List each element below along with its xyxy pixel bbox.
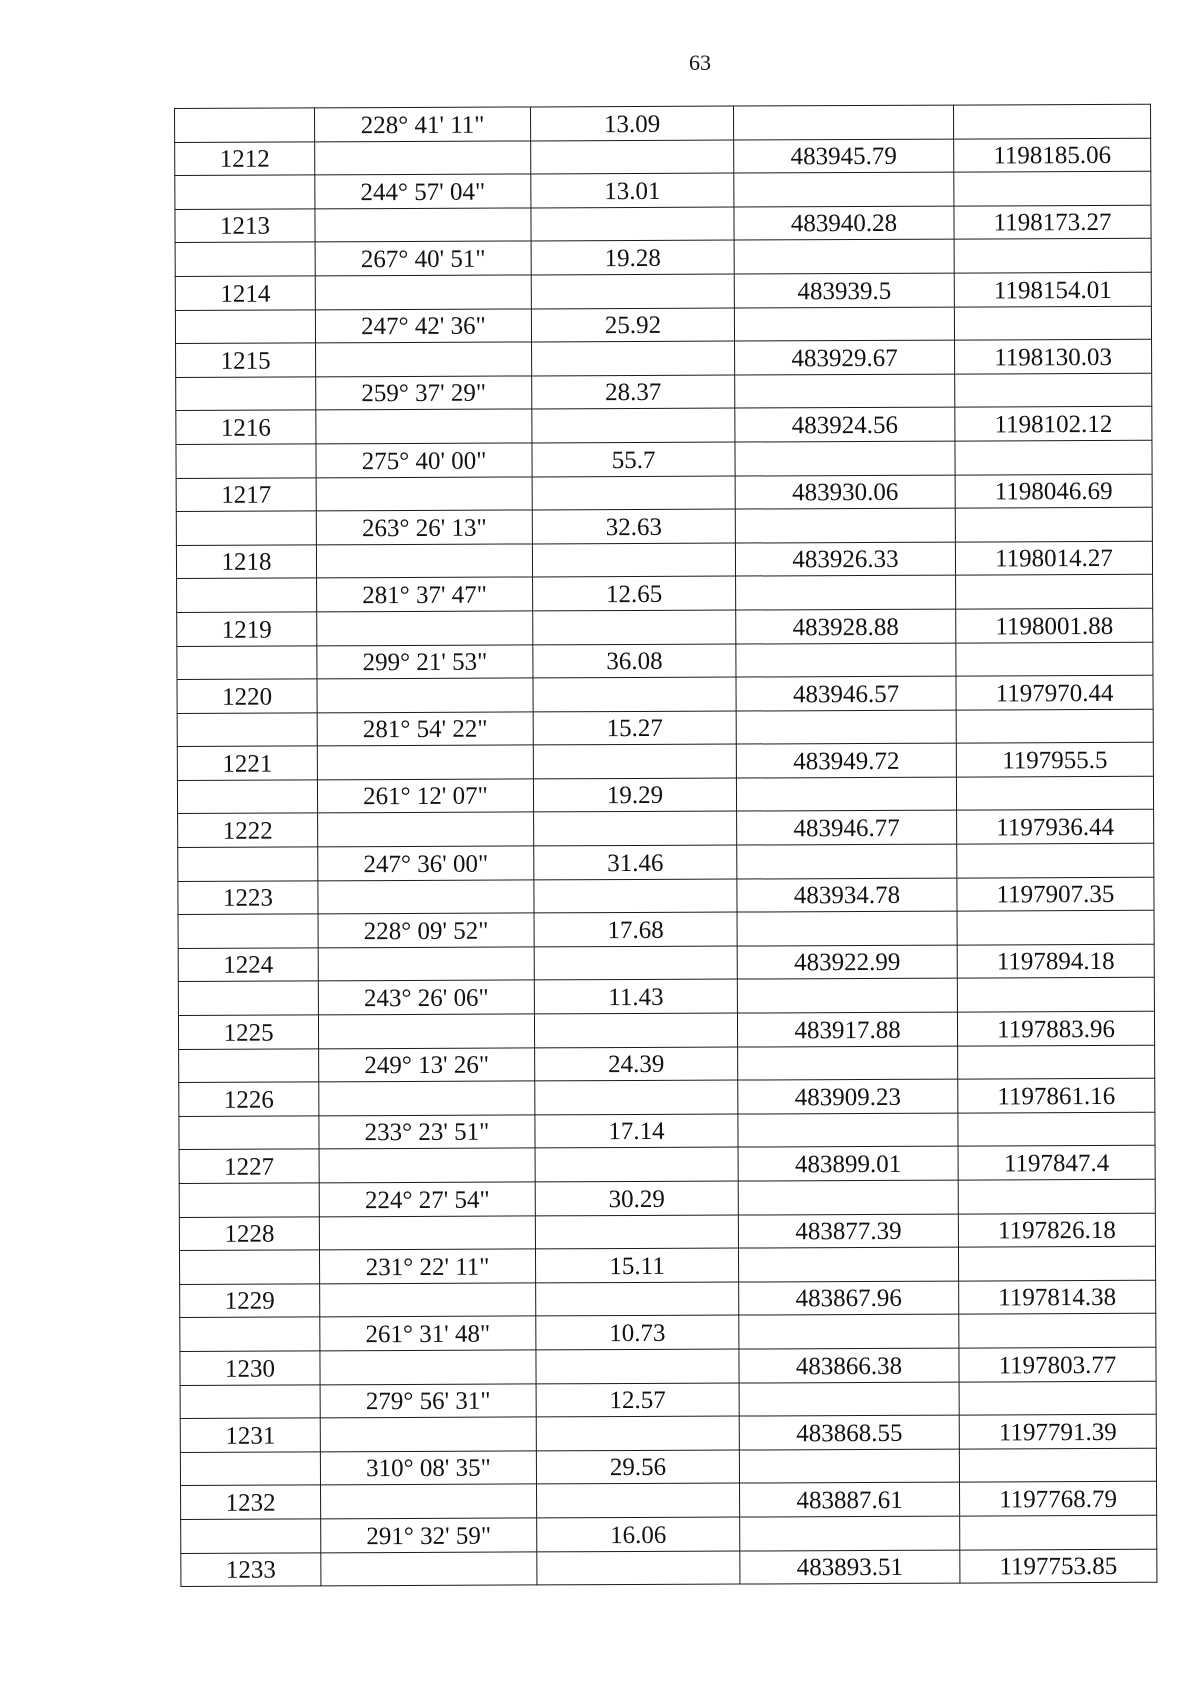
point-row	[180, 1414, 1156, 1452]
easting-cell	[956, 575, 1153, 609]
station-cell	[180, 1384, 320, 1418]
bearing-cell: 228° 41' 11"	[315, 107, 531, 142]
easting-cell: 1197955.5	[956, 743, 1153, 777]
easting-cell: 1197803.77	[959, 1347, 1156, 1381]
station-cell	[176, 444, 316, 478]
easting-cell	[957, 978, 1154, 1012]
distance-cell	[532, 408, 735, 442]
segment-row	[177, 776, 1153, 814]
northing-cell: 483866.38	[739, 1348, 959, 1383]
distance-cell	[537, 1483, 740, 1517]
distance-cell	[535, 1080, 738, 1114]
station-cell	[177, 645, 317, 679]
distance-cell: 12.57	[536, 1383, 739, 1417]
northing-cell	[740, 1516, 960, 1551]
bearing-cell	[317, 611, 533, 646]
distance-cell: 13.01	[531, 173, 734, 207]
bearing-cell: 310° 08' 35"	[320, 1451, 536, 1486]
easting-cell: 1197894.18	[957, 944, 1154, 978]
easting-cell	[958, 1112, 1155, 1146]
station-cell: 1231	[180, 1418, 320, 1452]
easting-cell: 1197768.79	[960, 1482, 1157, 1516]
station-cell: 1216	[176, 410, 316, 444]
station-cell: 1213	[175, 209, 315, 243]
segment-row	[176, 440, 1152, 478]
easting-cell	[956, 709, 1153, 743]
northing-cell: 483899.01	[738, 1146, 958, 1181]
easting-cell: 1197970.44	[956, 675, 1153, 709]
segment-row	[177, 642, 1153, 680]
distance-cell	[531, 274, 734, 308]
bearing-cell	[321, 1484, 537, 1519]
distance-cell	[536, 1416, 739, 1450]
segment-row	[179, 1246, 1155, 1284]
station-cell	[179, 1116, 319, 1150]
station-cell: 1225	[178, 1015, 318, 1049]
distance-cell	[533, 610, 736, 644]
bearing-cell: 261° 31' 48"	[320, 1316, 536, 1351]
segment-row	[181, 1515, 1157, 1553]
northing-cell: 483926.33	[735, 542, 955, 577]
distance-cell	[536, 1349, 739, 1383]
bearing-cell: 279° 56' 31"	[320, 1383, 536, 1418]
station-cell	[180, 1317, 320, 1351]
northing-cell: 483930.06	[735, 475, 955, 510]
station-cell: 1228	[179, 1216, 319, 1250]
bearing-cell: 259° 37' 29"	[316, 376, 532, 411]
easting-cell	[959, 1381, 1156, 1415]
easting-cell: 1197814.38	[959, 1280, 1156, 1314]
distance-cell	[533, 744, 736, 778]
bearing-cell	[319, 1081, 535, 1116]
point-row	[179, 1146, 1155, 1184]
northing-cell: 483917.88	[737, 1012, 957, 1047]
bearing-cell: 261° 12' 07"	[317, 779, 533, 814]
northing-cell: 483939.5	[734, 273, 954, 308]
station-cell: 1224	[178, 948, 318, 982]
bearing-cell	[317, 745, 533, 780]
bearing-cell: 243° 26' 06"	[318, 980, 534, 1015]
easting-cell	[960, 1515, 1157, 1549]
bearing-cell: 247° 36' 00"	[318, 846, 534, 881]
northing-cell: 483945.79	[734, 139, 954, 174]
station-cell: 1232	[181, 1485, 321, 1519]
easting-cell: 1197907.35	[957, 877, 1154, 911]
easting-cell: 1197791.39	[959, 1414, 1156, 1448]
northing-cell: 483934.78	[737, 878, 957, 913]
northing-cell	[738, 1180, 958, 1215]
distance-cell: 17.68	[534, 912, 737, 946]
bearing-cell	[316, 544, 532, 579]
station-cell: 1217	[176, 477, 316, 511]
point-row	[175, 205, 1151, 243]
northing-cell	[735, 374, 955, 409]
bearing-cell	[317, 678, 533, 713]
northing-cell	[734, 172, 954, 207]
distance-cell: 30.29	[535, 1181, 738, 1215]
bearing-cell	[318, 880, 534, 915]
bearing-cell: 281° 37' 47"	[317, 577, 533, 612]
segment-row	[175, 239, 1151, 277]
segment-row	[180, 1381, 1156, 1419]
station-cell: 1214	[175, 276, 315, 310]
point-row	[175, 138, 1151, 176]
segment-row	[176, 507, 1152, 545]
northing-cell	[736, 575, 956, 610]
northing-cell: 483893.51	[740, 1550, 960, 1585]
point-row	[179, 1213, 1155, 1251]
station-cell	[177, 780, 317, 814]
survey-coordinates-table	[174, 104, 1157, 1587]
station-cell: 1221	[177, 746, 317, 780]
point-row	[181, 1549, 1157, 1587]
table-body	[175, 104, 1157, 1586]
station-cell	[175, 175, 315, 209]
point-row	[176, 339, 1152, 377]
point-row	[178, 810, 1154, 848]
distance-cell: 19.28	[531, 240, 734, 274]
distance-cell: 15.11	[535, 1248, 738, 1282]
easting-cell: 1198173.27	[954, 205, 1151, 239]
easting-cell	[959, 1448, 1156, 1482]
distance-cell: 29.56	[536, 1450, 739, 1484]
segment-row	[179, 1045, 1155, 1083]
northing-cell: 483867.96	[739, 1281, 959, 1316]
bearing-cell	[316, 476, 532, 511]
distance-cell: 16.06	[537, 1517, 740, 1551]
bearing-cell: 247° 42' 36"	[315, 309, 531, 344]
bearing-cell	[320, 1283, 536, 1318]
distance-cell: 24.39	[535, 1047, 738, 1081]
point-row	[178, 944, 1154, 982]
distance-cell	[532, 476, 735, 510]
page-number: 63	[689, 50, 711, 75]
bearing-cell: 233° 23' 51"	[319, 1115, 535, 1150]
bearing-cell	[321, 1551, 537, 1586]
distance-cell: 25.92	[531, 308, 734, 342]
station-cell: 1229	[180, 1284, 320, 1318]
easting-cell	[959, 1314, 1156, 1348]
station-cell	[175, 108, 315, 142]
bearing-cell: 291° 32' 59"	[321, 1518, 537, 1553]
easting-cell: 1197861.16	[958, 1078, 1155, 1112]
easting-cell	[954, 171, 1151, 205]
easting-cell	[956, 642, 1153, 676]
easting-cell: 1198154.01	[954, 272, 1151, 306]
northing-cell	[738, 1046, 958, 1081]
easting-cell: 1198130.03	[955, 339, 1152, 373]
station-cell: 1233	[181, 1552, 321, 1586]
bearing-cell	[315, 275, 531, 310]
station-cell	[177, 578, 317, 612]
easting-cell: 1197753.85	[960, 1549, 1157, 1583]
distance-cell: 12.65	[533, 576, 736, 610]
point-row	[179, 1078, 1155, 1116]
distance-cell: 31.46	[534, 845, 737, 879]
segment-row	[175, 104, 1151, 142]
bearing-cell: 267° 40' 51"	[315, 241, 531, 276]
segment-row	[175, 171, 1151, 209]
easting-cell	[956, 776, 1153, 810]
bearing-cell: 275° 40' 00"	[316, 443, 532, 478]
northing-cell	[733, 105, 953, 140]
northing-cell: 483868.55	[739, 1415, 959, 1450]
segment-row	[178, 843, 1154, 881]
northing-cell	[737, 911, 957, 946]
northing-cell: 483940.28	[734, 206, 954, 241]
point-row	[177, 675, 1153, 713]
northing-cell: 483877.39	[738, 1214, 958, 1249]
segment-row	[176, 373, 1152, 411]
distance-cell	[534, 879, 737, 913]
distance-cell	[532, 341, 735, 375]
point-row	[176, 407, 1152, 445]
station-cell: 1226	[179, 1082, 319, 1116]
station-cell: 1222	[178, 813, 318, 847]
bearing-cell: 224° 27' 54"	[319, 1182, 535, 1217]
station-cell: 1215	[176, 343, 316, 377]
point-row	[180, 1347, 1156, 1385]
station-cell	[179, 1049, 319, 1083]
distance-cell: 10.73	[536, 1315, 739, 1349]
distance-cell	[531, 140, 734, 174]
distance-cell	[534, 1013, 737, 1047]
distance-cell	[533, 677, 736, 711]
station-cell: 1223	[178, 881, 318, 915]
segment-row	[178, 978, 1154, 1016]
segment-row	[179, 1179, 1155, 1217]
bearing-cell	[319, 1216, 535, 1251]
bearing-cell	[316, 409, 532, 444]
distance-cell	[534, 946, 737, 980]
distance-cell	[535, 1215, 738, 1249]
segment-row	[178, 910, 1154, 948]
northing-cell	[735, 441, 955, 476]
easting-cell	[958, 1179, 1155, 1213]
point-row	[176, 474, 1152, 512]
station-cell: 1230	[180, 1351, 320, 1385]
point-row	[178, 877, 1154, 915]
station-cell	[175, 309, 315, 343]
point-row	[181, 1482, 1157, 1520]
distance-cell: 36.08	[533, 644, 736, 678]
distance-cell: 28.37	[532, 375, 735, 409]
northing-cell: 483922.99	[737, 945, 957, 980]
northing-cell	[735, 508, 955, 543]
easting-cell: 1197936.44	[957, 810, 1154, 844]
segment-row	[179, 1112, 1155, 1150]
bearing-cell	[315, 208, 531, 243]
bearing-cell: 228° 09' 52"	[318, 913, 534, 948]
segment-row	[180, 1448, 1156, 1486]
northing-cell	[738, 1247, 958, 1282]
bearing-cell: 231° 22' 11"	[319, 1249, 535, 1284]
distance-cell: 55.7	[532, 442, 735, 476]
segment-row	[177, 575, 1153, 613]
easting-cell: 1198001.88	[956, 608, 1153, 642]
bearing-cell: 281° 54' 22"	[317, 712, 533, 747]
station-cell	[179, 1183, 319, 1217]
bearing-cell: 263° 26' 13"	[316, 510, 532, 545]
bearing-cell	[318, 812, 534, 847]
easting-cell	[957, 910, 1154, 944]
northing-cell: 483946.77	[737, 811, 957, 846]
easting-cell: 1198185.06	[954, 138, 1151, 172]
station-cell	[176, 377, 316, 411]
distance-cell	[536, 1282, 739, 1316]
bearing-cell	[320, 1350, 536, 1385]
northing-cell	[739, 1449, 959, 1484]
bearing-cell: 244° 57' 04"	[315, 174, 531, 209]
northing-cell	[739, 1382, 959, 1417]
distance-cell	[535, 1147, 738, 1181]
northing-cell: 483928.88	[736, 609, 956, 644]
station-cell	[181, 1519, 321, 1553]
northing-cell	[734, 307, 954, 342]
easting-cell: 1197847.4	[958, 1146, 1155, 1180]
station-cell: 1212	[175, 141, 315, 175]
distance-cell	[531, 207, 734, 241]
northing-cell: 483946.57	[736, 676, 956, 711]
northing-cell: 483949.72	[736, 743, 956, 778]
bearing-cell	[318, 1014, 534, 1049]
easting-cell	[958, 1045, 1155, 1079]
distance-cell: 13.09	[530, 106, 733, 140]
station-cell	[178, 847, 318, 881]
distance-cell: 19.29	[533, 778, 736, 812]
easting-cell: 1197883.96	[957, 1011, 1154, 1045]
easting-cell	[958, 1246, 1155, 1280]
bearing-cell	[318, 947, 534, 982]
segment-row	[177, 709, 1153, 747]
easting-cell: 1198014.27	[955, 541, 1152, 575]
station-cell	[178, 981, 318, 1015]
easting-cell	[955, 440, 1152, 474]
point-row	[176, 541, 1152, 579]
northing-cell: 483929.67	[735, 340, 955, 375]
distance-cell	[534, 812, 737, 846]
point-row	[175, 272, 1151, 310]
easting-cell	[955, 507, 1152, 541]
station-cell: 1218	[176, 545, 316, 579]
northing-cell: 483887.61	[740, 1482, 960, 1517]
station-cell	[177, 713, 317, 747]
bearing-cell: 249° 13' 26"	[319, 1048, 535, 1083]
station-cell: 1227	[179, 1149, 319, 1183]
point-row	[177, 743, 1153, 781]
northing-cell	[738, 1113, 958, 1148]
station-cell	[180, 1452, 320, 1486]
northing-cell	[736, 643, 956, 678]
distance-cell	[537, 1551, 740, 1585]
station-cell: 1219	[177, 612, 317, 646]
bearing-cell	[320, 1417, 536, 1452]
distance-cell: 17.14	[535, 1114, 738, 1148]
easting-cell	[954, 239, 1151, 273]
easting-cell: 1198046.69	[955, 474, 1152, 508]
distance-cell: 15.27	[533, 711, 736, 745]
point-row	[178, 1011, 1154, 1049]
distance-cell	[532, 543, 735, 577]
bearing-cell	[319, 1148, 535, 1183]
station-cell	[176, 511, 316, 545]
northing-cell	[737, 844, 957, 879]
easting-cell	[953, 104, 1150, 138]
point-row	[177, 608, 1153, 646]
easting-cell: 1197826.18	[958, 1213, 1155, 1247]
distance-cell: 11.43	[534, 979, 737, 1013]
northing-cell: 483909.23	[738, 1079, 958, 1114]
northing-cell	[736, 710, 956, 745]
station-cell	[178, 914, 318, 948]
bearing-cell	[315, 141, 531, 176]
northing-cell	[736, 777, 956, 812]
northing-cell	[737, 979, 957, 1014]
northing-cell	[734, 239, 954, 274]
distance-cell: 32.63	[532, 509, 735, 543]
easting-cell	[954, 306, 1151, 340]
station-cell	[179, 1250, 319, 1284]
point-row	[180, 1280, 1156, 1318]
bearing-cell	[316, 342, 532, 377]
segment-row	[175, 306, 1151, 344]
easting-cell	[955, 373, 1152, 407]
easting-cell	[957, 843, 1154, 877]
station-cell: 1220	[177, 679, 317, 713]
segment-row	[180, 1314, 1156, 1352]
northing-cell	[739, 1314, 959, 1349]
station-cell	[175, 242, 315, 276]
bearing-cell: 299° 21' 53"	[317, 644, 533, 679]
northing-cell: 483924.56	[735, 407, 955, 442]
easting-cell: 1198102.12	[955, 407, 1152, 441]
